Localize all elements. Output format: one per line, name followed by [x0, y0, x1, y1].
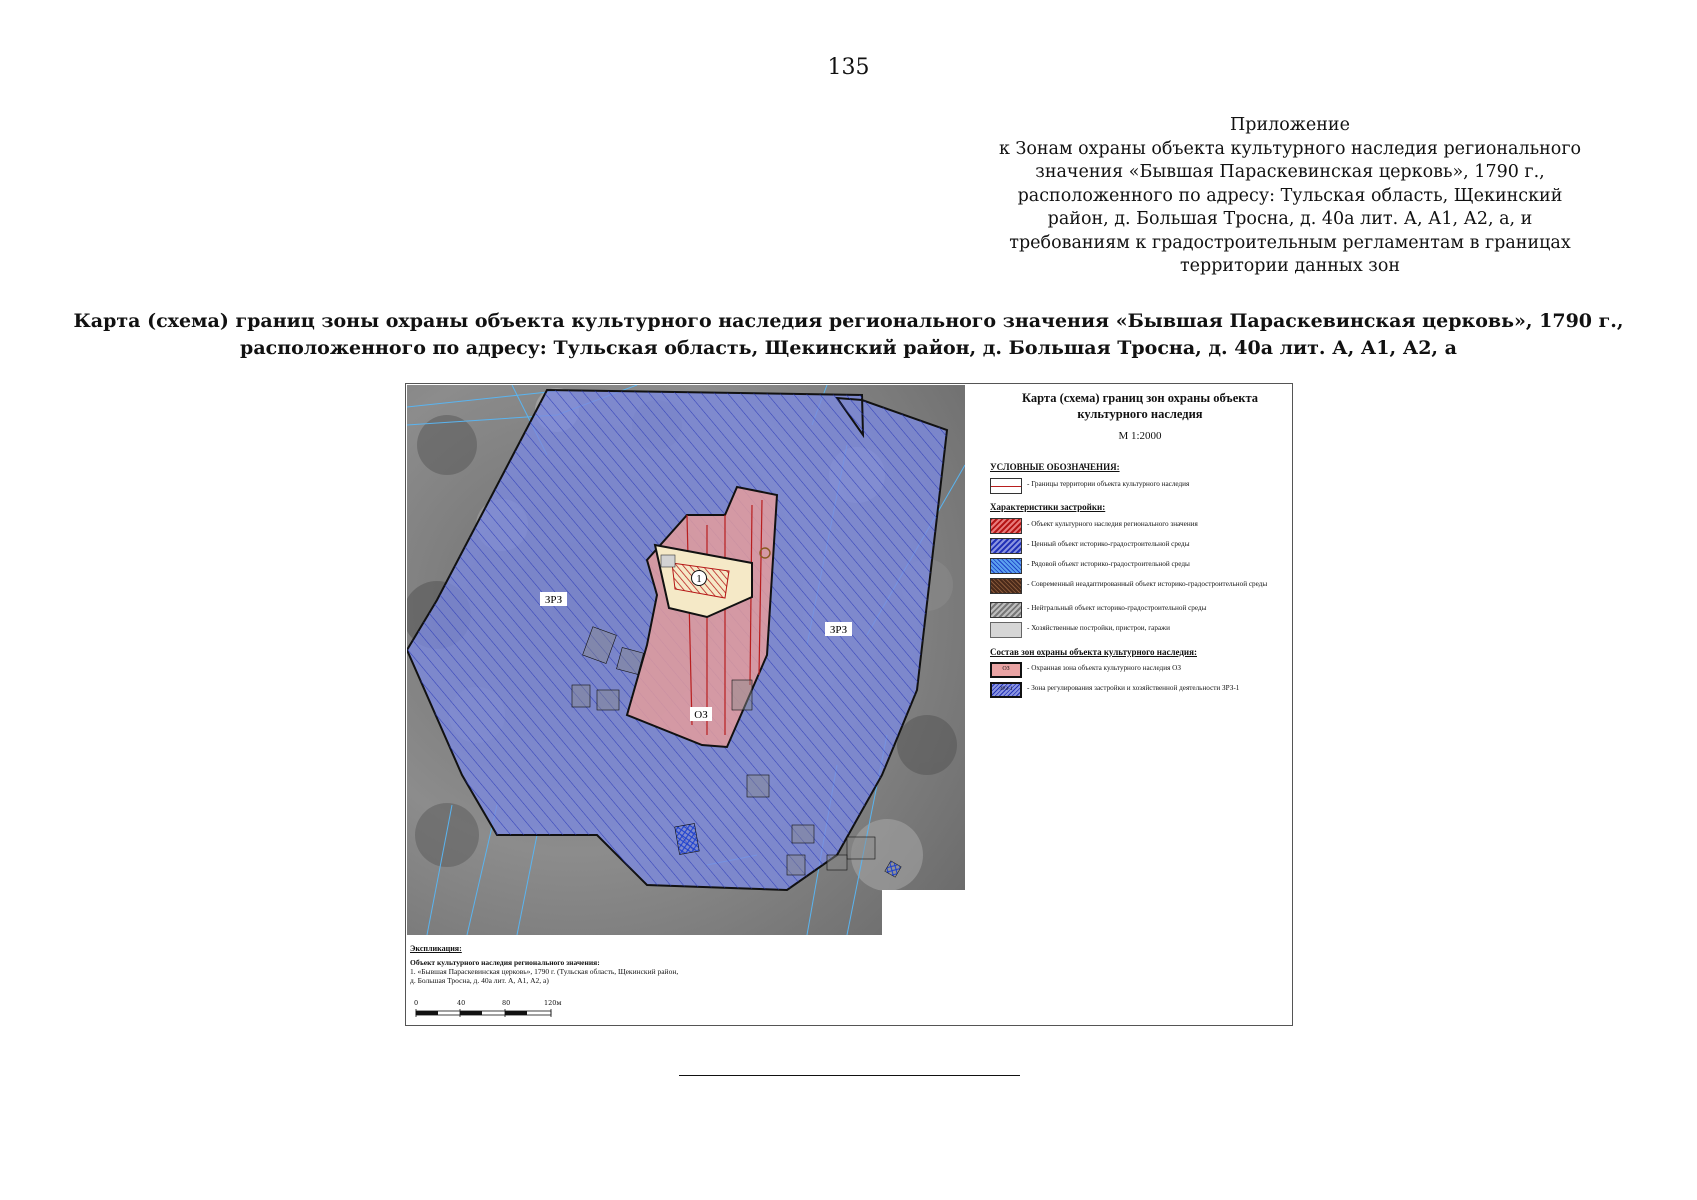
oz-swatch-code: ОЗ: [1002, 666, 1010, 672]
legend-zones-heading: Состав зон охраны объекта культурного наследия:: [990, 647, 1197, 657]
scale-bar: [414, 999, 574, 1021]
legend-title-line: культурного наследия: [1077, 407, 1203, 421]
boundary-swatch: [990, 478, 1022, 494]
document-title-line: расположенного по адресу: Тульская область, Щекинский район, д. Большая Тросна, д. 40а лит. А, А1, А2, а: [240, 337, 1457, 359]
document-title: [30, 308, 1667, 362]
legend-item-label: - Рядовой объект историко-градостроительной среды: [1027, 560, 1190, 568]
legend-item: [990, 576, 1290, 600]
appendix-line: расположенного по адресу: Тульская область, Щекинский: [1017, 185, 1563, 206]
legend-item: [990, 600, 1290, 620]
page-number: 135: [827, 55, 870, 80]
legend-item-label: - Границы территории объекта культурного наследия: [1027, 480, 1190, 488]
legend-item-label: - Хозяйственные постройки, пристрои, гаражи: [1027, 624, 1170, 632]
appendix-line: требованиям к градостроительным регламентам в границах: [1009, 232, 1571, 253]
legend-title: [986, 390, 1293, 422]
map-scale: М 1:2000: [1118, 430, 1162, 442]
document-title-line: Карта (схема) границ зоны охраны объекта культурного наследия регионального значения «Бывшая Параскевинская церковь», 1790 г.,: [73, 310, 1624, 332]
explication-heading: Экспликация:: [410, 944, 462, 953]
oz-swatch: [990, 662, 1022, 678]
neutral-object-swatch: [990, 602, 1022, 618]
oz-label: ОЗ: [694, 709, 708, 721]
legend-item-label: - Объект культурного наследия регионального значения: [1027, 520, 1198, 528]
appendix-line: значения «Бывшая Параскевинская церковь», 1790 г.,: [1035, 162, 1545, 182]
legend-item: [990, 476, 1290, 496]
legend-item: [990, 620, 1290, 640]
zrz-left-label: ЗРЗ: [544, 594, 563, 606]
zrz-swatch-code: ЗРЗ-1: [999, 686, 1013, 692]
legend-item-label: - Ценный объект историко-градостроительной среды: [1027, 540, 1190, 548]
scale-tick-label: 80: [502, 999, 511, 1007]
object-marker-label: 1: [696, 573, 702, 585]
appendix-line: к Зонам охраны объекта культурного наследия регионального: [998, 138, 1582, 159]
valuable-object-swatch: [990, 538, 1022, 554]
legend-item: [990, 536, 1290, 556]
legend-buildings-heading: Характеристики застройки:: [990, 502, 1106, 512]
scale-tick-label: 0: [414, 999, 419, 1007]
explication-subheading: Объект культурного наследия регионального значения:: [410, 958, 600, 967]
appendix-header: [990, 114, 1590, 279]
legend-item-label: - Зона регулирования застройки и хозяйственной деятельности ЗРЗ-1: [1027, 684, 1240, 692]
outbuilding-swatch: [990, 622, 1022, 638]
legend-item: [990, 556, 1290, 576]
footer-rule: [679, 1075, 1020, 1076]
map-canvas: [407, 385, 965, 935]
legend-conventions-heading: УСЛОВНЫЕ ОБОЗНАЧЕНИЯ:: [990, 462, 1120, 472]
scale-tick-label: 40: [457, 999, 466, 1007]
legend-item-label: - Охранная зона объекта культурного наследия ОЗ: [1027, 664, 1181, 672]
zrz-swatch: [990, 682, 1022, 698]
map-blank-area: [882, 890, 965, 935]
legend-title-line: Карта (схема) границ зон охраны объекта: [1022, 391, 1258, 405]
appendix-line: территории данных зон: [1179, 256, 1401, 276]
explication: [410, 944, 970, 985]
explication-line: д. Большая Тросна, д. 40а лит. А, А1, А2, а): [410, 976, 549, 985]
appendix-line: район, д. Большая Тросна, д. 40а лит. А, А1, А2, а, и: [1047, 209, 1533, 229]
appendix-line: Приложение: [1230, 115, 1350, 135]
legend-item-label: - Нейтральный объект историко-градостроительной среды: [1027, 604, 1207, 612]
scale-tick-label: 120м: [544, 999, 562, 1007]
legend-item: [990, 516, 1290, 536]
legend-item-label: - Современный неадаптированный объект историко-градостроительной среды: [1027, 580, 1268, 588]
legend-item: [990, 680, 1290, 700]
legend-item: [990, 660, 1290, 680]
zrz-right-label: ЗРЗ: [829, 624, 848, 636]
heritage-object-swatch: [990, 518, 1022, 534]
map-legend: [986, 384, 1293, 944]
ordinary-object-swatch: [990, 558, 1022, 574]
explication-line: 1. «Бывшая Параскевинская церковь», 1790 г. (Тульская область, Щекинский район,: [410, 967, 679, 976]
modern-object-swatch: [990, 578, 1022, 594]
scale-bar-graphic: [414, 1009, 574, 1021]
map-frame: [405, 383, 1293, 1026]
